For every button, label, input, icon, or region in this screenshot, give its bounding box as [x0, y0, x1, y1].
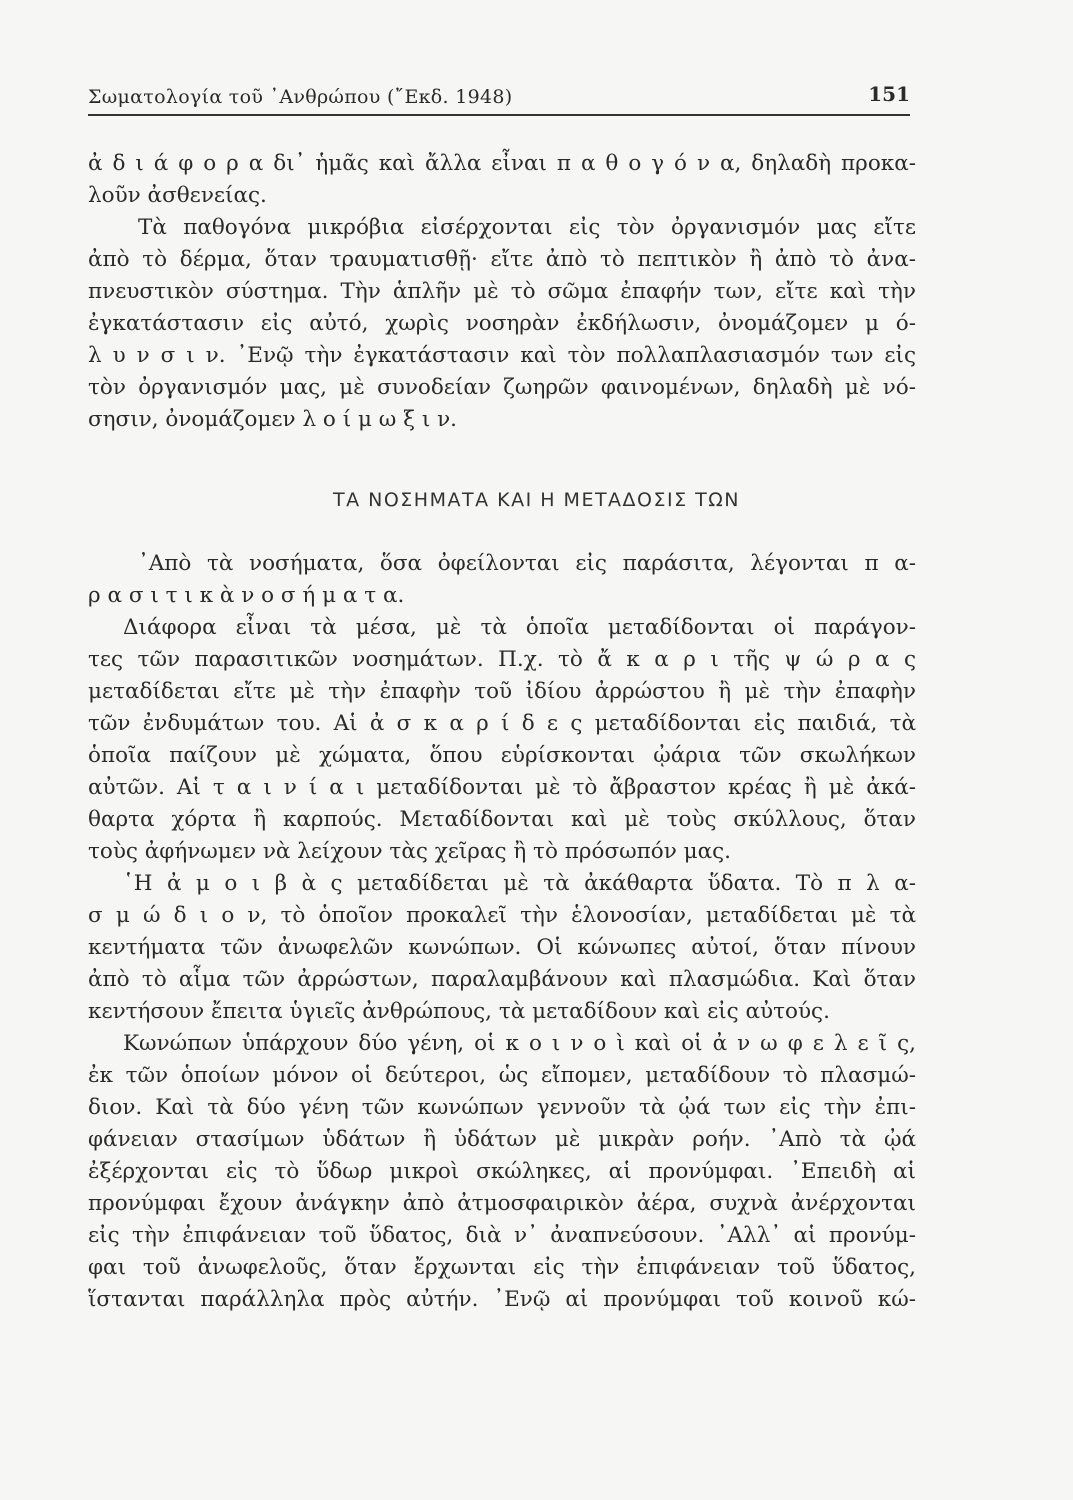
text-line: τοὺς ἀφήνωμεν νὰ λείχουν τὰς χεῖρας ἢ τὸ πρόσωπόν μας. — [88, 839, 731, 864]
text-line: τες τῶν παρασιτικῶν νοσημάτων. Π.χ. τὸ ἄ κ α ρ ι τῆς ψ ώ ρ α ς — [88, 647, 916, 672]
text-line: ἵστανται παράλληλα πρὸς αὐτήν. ᾿Ενῷ αἱ προνύμφαι τοῦ κοινοῦ κώ- — [88, 1287, 916, 1312]
text-line: εἰς τὴν ἐπιφάνειαν τοῦ ὕδατος, διὰ ν᾿ ἀναπνεύσουν. ᾿Αλλ᾿ αἱ προνύμ- — [88, 1223, 916, 1248]
running-header — [88, 78, 910, 118]
text-line: ρ α σ ι τ ι κ ὰ ν ο σ ή μ α τ α. — [88, 583, 405, 608]
page-number: 151 — [868, 82, 910, 106]
text-line: σησιν, ὀνομάζομεν λ ο ί μ ω ξ ι ν. — [88, 407, 457, 432]
text-line: Κωνώπων ὑπάρχουν δύο γένη, οἱ κ ο ι ν ο ὶ καὶ οἱ ἀ ν ω φ ε λ ε ῖ ς, — [123, 1031, 916, 1056]
text-line: φάνειαν στασίμων ὑδάτων ἢ ὑδάτων μὲ μικρὰν ροήν. ᾿Απὸ τὰ ᾠά — [88, 1127, 916, 1152]
text-line: κεντήσουν ἔπειτα ὑγιεῖς ἀνθρώπους, τὰ μεταδίδουν καὶ εἰς αὐτούς. — [88, 999, 830, 1024]
text-line: ὁποῖα παίζουν μὲ χώματα, ὅπου εὑρίσκονται ᾠάρια τῶν σκωλήκων — [88, 743, 916, 768]
paragraph-block-2 — [88, 548, 916, 1316]
text-line: ἐξέρχονται εἰς τὸ ὕδωρ μικροὶ σκώληκες, αἱ προνύμφαι. ᾿Επειδὴ αἱ — [88, 1159, 916, 1184]
section-heading: ΤΑ ΝΟΣΗΜΑΤΑ ΚΑΙ Η ΜΕΤΑΔΟΣΙΣ ΤΩΝ — [332, 489, 740, 511]
text-line: διον. Καὶ τὰ δύο γένη τῶν κωνώπων γεννοῦν τὰ ᾠά των εἰς τὴν ἐπι- — [88, 1095, 916, 1120]
text-line: φαι τοῦ ἀνωφελοῦς, ὅταν ἔρχωνται εἰς τὴν ἐπιφάνειαν τοῦ ὕδατος, — [88, 1255, 916, 1280]
text-line: ἀπὸ τὸ δέρμα, ὅταν τραυματισθῇ· εἴτε ἀπὸ τὸ πεπτικὸν ἢ ἀπὸ τὸ ἀνα- — [88, 247, 916, 272]
text-line: αὐτῶν. Αἱ τ α ι ν ί α ι μεταδίδονται μὲ τὸ ἄβραστον κρέας ἢ μὲ ἀκά- — [88, 775, 916, 800]
text-line: μεταδίδεται εἴτε μὲ τὴν ἐπαφὴν τοῦ ἰδίου ἀρρώστου ἢ μὲ τὴν ἐπαφὴν — [88, 679, 916, 704]
text-line: ῾Η ἀ μ ο ι β ὰ ς μεταδίδεται μὲ τὰ ἀκάθαρτα ὕδατα. Τὸ π λ α- — [123, 871, 916, 896]
header-rule — [88, 114, 910, 116]
text-line: σ μ ώ δ ι ο ν, τὸ ὁποῖον προκαλεῖ τὴν ἑλονοσίαν, μεταδίδεται μὲ τὰ — [88, 903, 916, 928]
text-line: ἐκ τῶν ὁποίων μόνον οἱ δεύτεροι, ὡς εἴπομεν, μεταδίδουν τὸ πλασμώ- — [88, 1063, 916, 1088]
text-line: Διάφορα εἶναι τὰ μέσα, μὲ τὰ ὁποῖα μεταδίδονται οἱ παράγον- — [123, 615, 916, 640]
text-line: Τὰ παθογόνα μικρόβια εἰσέρχονται εἰς τὸν ὀργανισμόν μας εἴτε — [138, 215, 916, 240]
text-line: τῶν ἐνδυμάτων του. Αἱ ἀ σ κ α ρ ί δ ε ς μεταδίδονται εἰς παιδιά, τὰ — [88, 711, 916, 736]
text-line: πνευστικὸν σύστημα. Τὴν ἁπλῆν μὲ τὸ σῶμα ἐπαφήν των, εἴτε καὶ τὴν — [88, 279, 916, 304]
text-line: ᾿Απὸ τὰ νοσήματα, ὅσα ὀφείλονται εἰς παράσιτα, λέγονται π α- — [138, 551, 916, 576]
text-line: κεντήματα τῶν ἀνωφελῶν κωνώπων. Οἱ κώνωπες αὐτοί, ὅταν πίνουν — [88, 935, 916, 960]
text-line: θαρτα χόρτα ἢ καρπούς. Μεταδίδονται καὶ μὲ τοὺς σκύλλους, ὅταν — [88, 807, 916, 832]
text-line: λοῦν ἀσθενείας. — [88, 183, 267, 208]
running-header-title: Σωματολογία τοῦ ᾿Ανθρώπου (῎Εκδ. 1948) — [88, 86, 513, 108]
text-line: ἐγκατάστασιν εἰς αὐτό, χωρὶς νοσηρὰν ἐκδήλωσιν, ὀνομάζομεν μ ό- — [88, 311, 916, 336]
text-line: ἀπὸ τὸ αἷμα τῶν ἀρρώστων, παραλαμβάνουν καὶ πλασμώδια. Καὶ ὅταν — [88, 967, 916, 992]
text-line: ἀ δ ι ά φ ο ρ α δι᾿ ἡμᾶς καὶ ἄλλα εἶναι π α θ ο γ ό ν α, δηλαδὴ προκα- — [88, 151, 916, 176]
text-line: προνύμφαι ἔχουν ἀνάγκην ἀπὸ ἀτμοσφαιρικὸν ἀέρα, συχνὰ ἀνέρχονται — [88, 1191, 916, 1216]
text-line: λ υ ν σ ι ν. ᾿Ενῷ τὴν ἐγκατάστασιν καὶ τὸν πολλαπλασιασμόν των εἰς — [88, 343, 916, 368]
text-line: τὸν ὀργανισμόν μας, μὲ συνοδείαν ζωηρῶν φαινομένων, δηλαδὴ μὲ νό- — [88, 375, 916, 400]
paragraph-block-1 — [88, 148, 916, 436]
